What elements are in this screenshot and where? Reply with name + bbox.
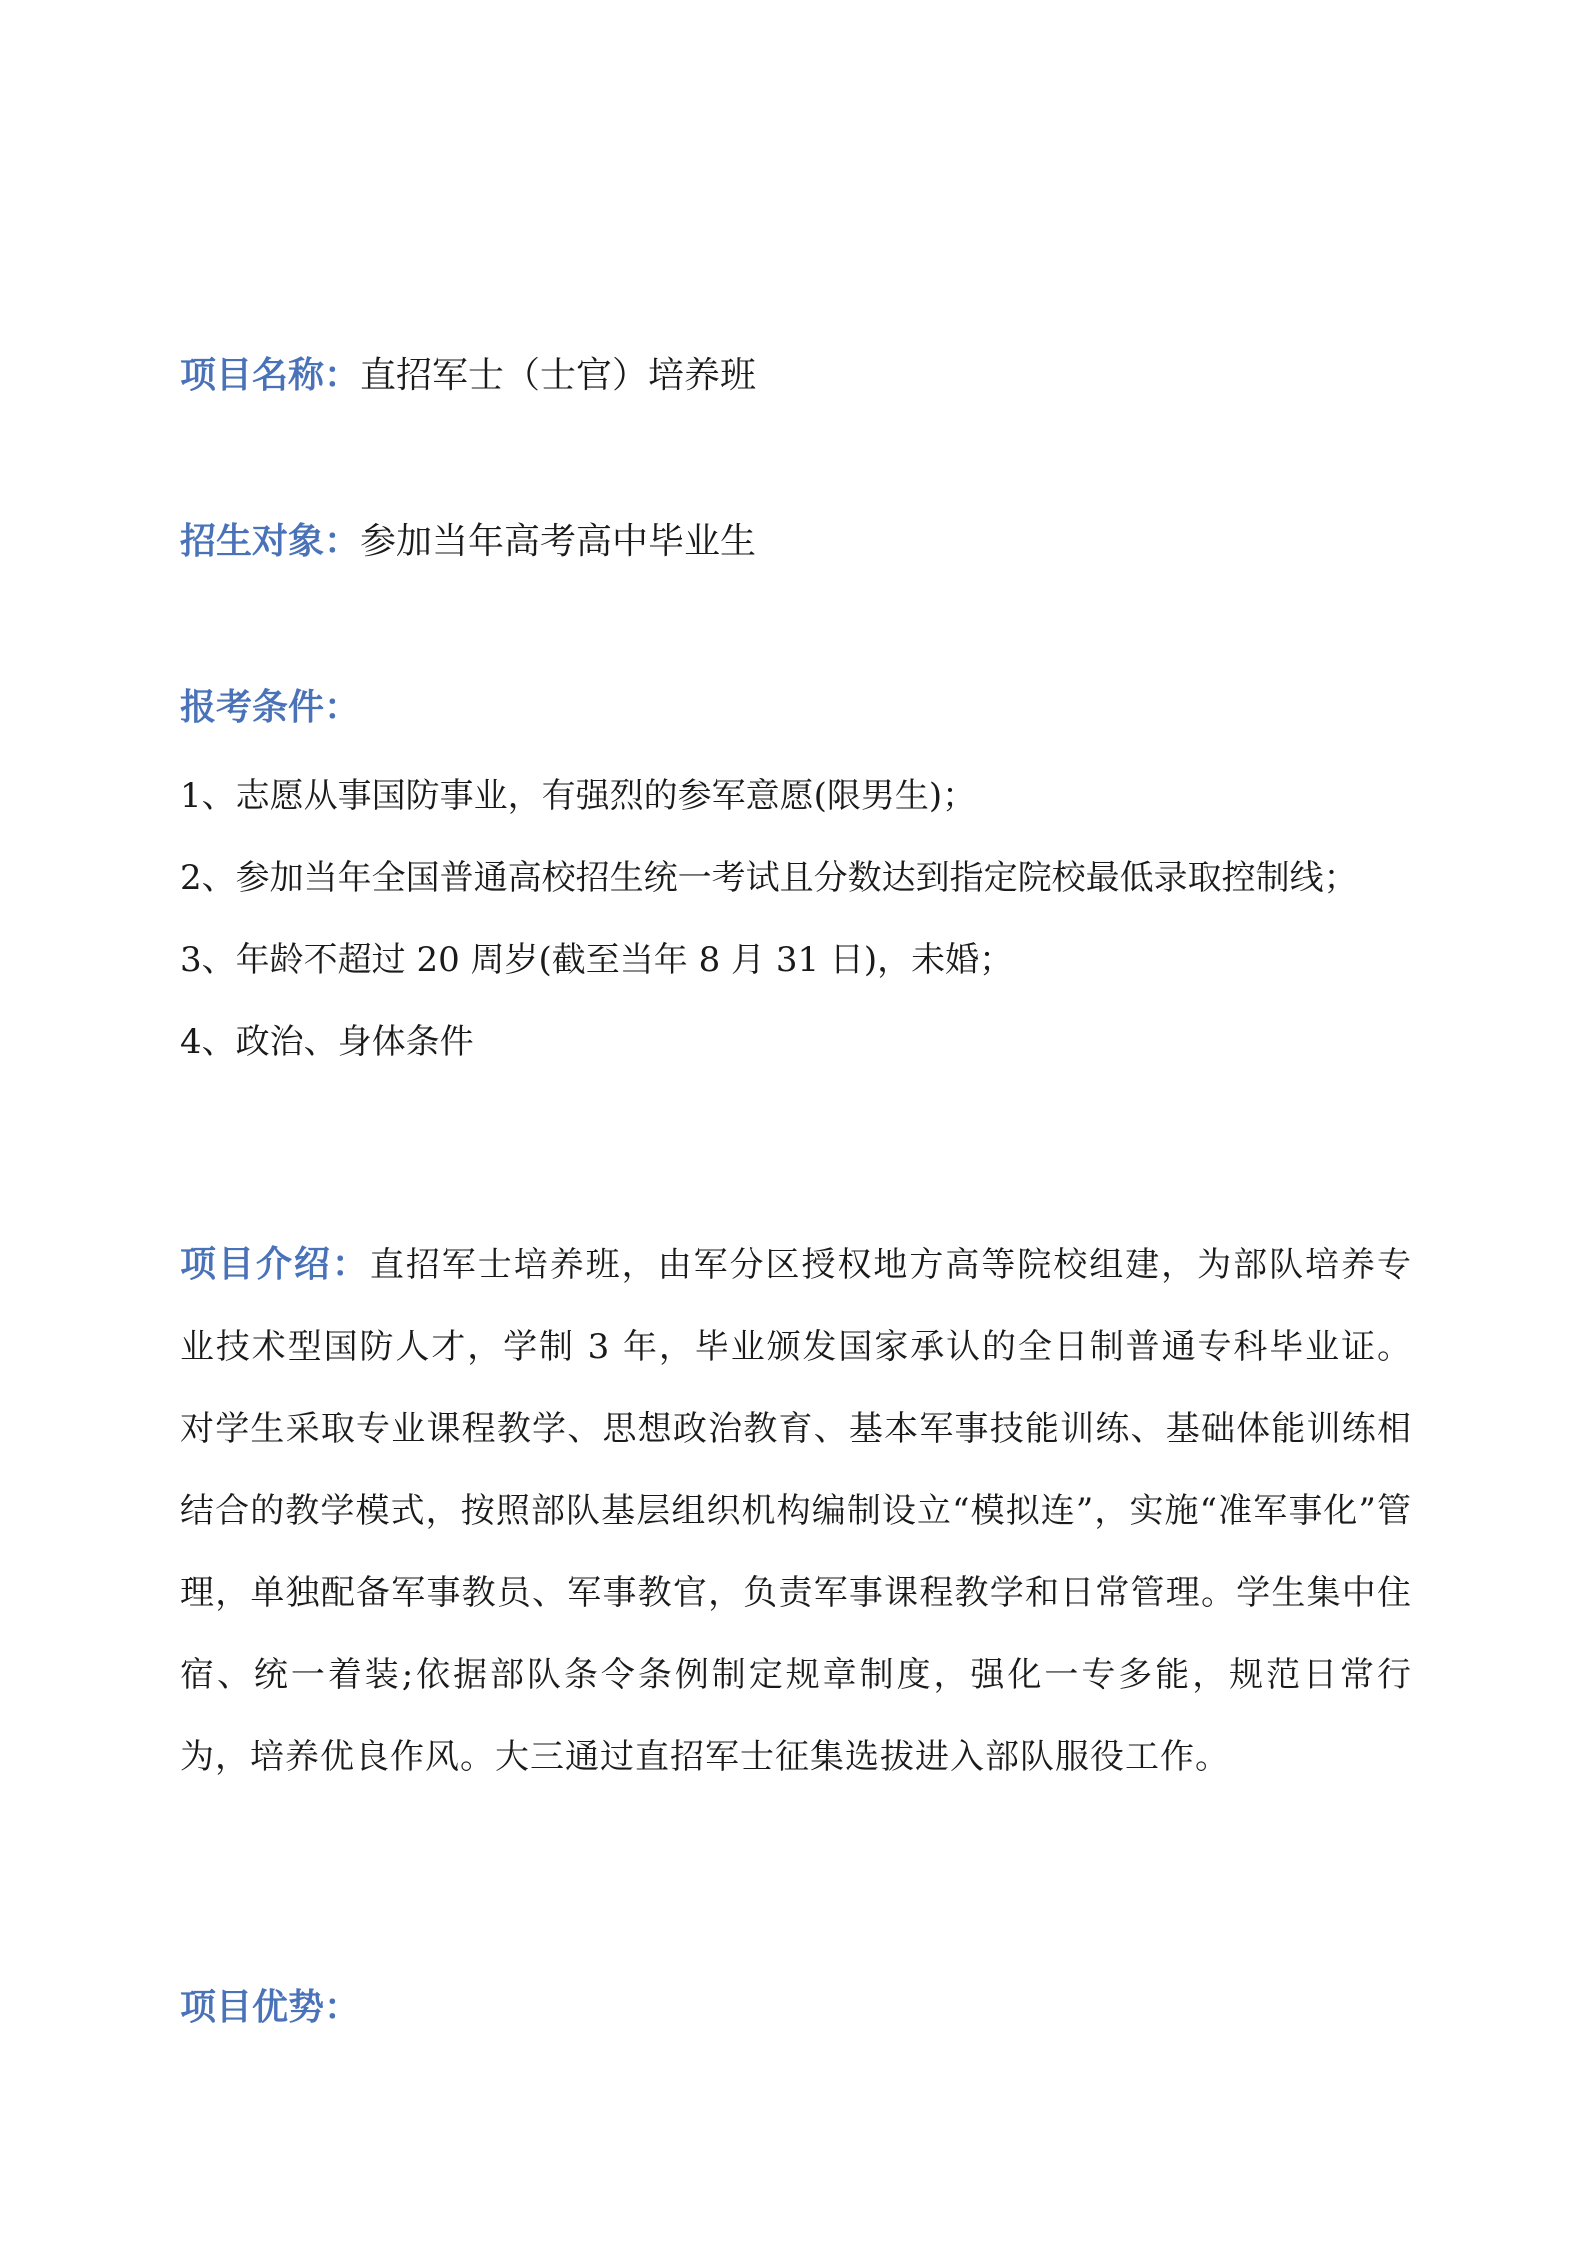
- conditions-list: [180, 755, 1412, 1083]
- conditions-item-3: 3、年龄不超过 20 周岁(截至当年 8 月 31 日)，未婚；: [180, 940, 1014, 980]
- project-name-value: 直招军士（士官）培养班: [360, 355, 757, 396]
- conditions-item-4: 4、政治、身体条件: [180, 1022, 474, 1062]
- conditions-item-1: 1、志愿从事国防事业，有强烈的参军意愿(限男生)；: [180, 776, 977, 816]
- advantages-heading: [180, 1984, 360, 2032]
- intro-label: 项目介绍：: [180, 1244, 370, 1285]
- intro-paragraph: [180, 1224, 1412, 1798]
- target-value: 参加当年高考高中毕业生: [360, 521, 757, 562]
- target-label: 招生对象：: [180, 521, 361, 562]
- advantages-label: 项目优势：: [180, 1987, 361, 2028]
- conditions-item-2: 2、参加当年全国普通高校招生统一考试且分数达到指定院校最低录取控制线；: [180, 858, 1358, 898]
- project-name-label: 项目名称：: [180, 355, 361, 396]
- target-line: [180, 518, 756, 566]
- conditions-label: 报考条件：: [180, 687, 361, 728]
- intro-text: 直招军士培养班，由军分区授权地方高等院校组建，为部队培养专业技术型国防人才，学制 3 年，毕业颁发国家承认的全日制普通专科毕业证。对学生采取专业课程教学、思想政治教育、基本军事技能训练、基础体能训练相结合的教学模式，按照部队基层组织机构编制设立“模拟连”，实施“准军事化”管理，单独配备军事教员、军事教官，负责军事课程教学和日常管理。学生集中住宿、统一着装;依据部队条令条例制定规章制度，强化一专多能，规范日常行为，培养优良作风。大三通过直招军士征集选拔进入部队服役工作。: [180, 1245, 1412, 1777]
- conditions-heading: [180, 684, 360, 732]
- project-name-line: [180, 352, 756, 400]
